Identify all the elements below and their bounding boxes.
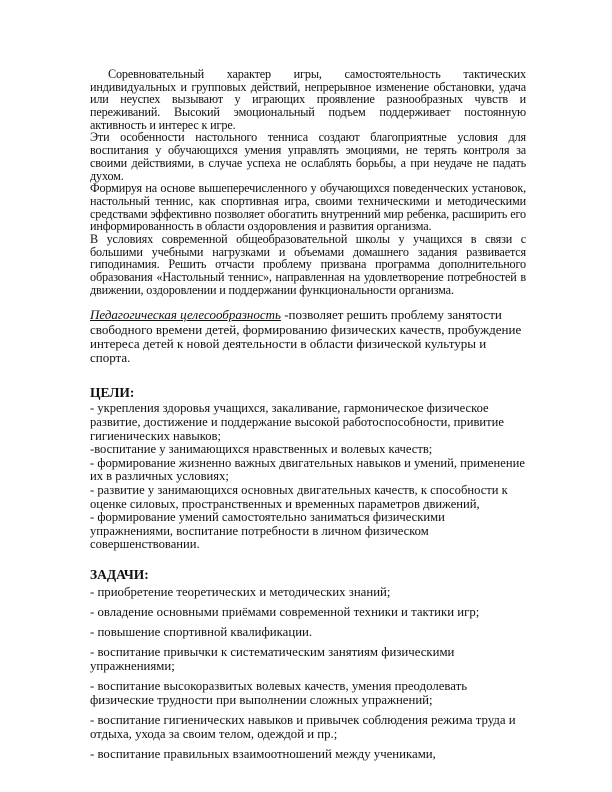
intro-paragraph: В условиях современной общеобразовательной школы у учащихся в связи с большими учебными нагрузками и объемами домашнего задания развивается гиподинамия. Решить отчасти проблему призвана программа дополнительного образования «Настольный теннис», направленная на удовлетворение потребностей в движении, оздоровлении и поддержании функциональности организма. xyxy=(90,231,526,297)
goal-item: - формирование жизненно важных двигательных навыков и умений, применение их в различных условиях; xyxy=(90,455,525,484)
goals-list xyxy=(90,402,526,552)
task-item: - овладение основными приёмами современной техники и тактики игр; xyxy=(90,604,480,619)
task-item: - приобретение теоретических и методических знаний; xyxy=(90,584,391,599)
tasks-heading: ЗАДАЧИ: xyxy=(90,566,149,582)
intro-paragraph: Соревновательный характер игры, самостоятельность тактических индивидуальных и групповых действий, непрерывное изменение обстановки, удача или неуспех вызывают у играющих проявление разнообразных чувств и переживаний. Высокий эмоциональный подъем поддерживает постоянную активность и интерес к игре. xyxy=(90,67,526,132)
pedagogical-lead: Педагогическая целесообразность xyxy=(90,307,281,323)
document-page xyxy=(90,68,526,767)
intro-paragraph: Формируя на основе вышеперечисленного у обучающихся поведенческих установок, настольный теннис, как спортивная игра, своими техническими и методическими средствами эффективно позволяет обогатить внутренний мир ребенка, расширить его информированность в области оздоровления и развития организма. xyxy=(90,181,526,234)
goal-item: - укрепления здоровья учащихся, закаливание, гармоническое физическое развитие, достижение и поддержание высокой работоспособности, привитие гигиенических навыков; xyxy=(90,401,504,443)
tasks-list xyxy=(90,585,526,762)
intro-paragraph: Эти особенности настольного тенниса создают благоприятные условия для воспитания у обучающихся умения управлять эмоциями, не терять контроля за своими действиями, в случае успеха не ослаблять борьбы, а при неудаче не падать духом. xyxy=(90,130,526,183)
goal-item: - формирование умений самостоятельно заниматься физическими упражнениями, воспитание потребности в личном физическом совершенствовании. xyxy=(90,510,445,552)
goal-item: - развитие у занимающихся основных двигательных качеств, к способности к оценке силовых, пространственных и временных параметров движений, xyxy=(90,482,508,511)
pedagogical-text: -позволяет решить проблему занятости свободного времени детей, формированию физических качеств, пробуждение интереса детей к новой деятельности в области физической культуры и спорта. xyxy=(90,307,522,366)
task-item: - повышение спортивной квалификации. xyxy=(90,624,313,639)
task-item: - воспитание гигиенических навыков и привычек соблюдения режима труда и отдыха, ухода за своим телом, одеждой и пр.; xyxy=(90,713,516,742)
task-item: - воспитание правильных взаимоотношений между учениками, xyxy=(90,747,436,762)
intro-section xyxy=(90,68,526,296)
pedagogical-paragraph xyxy=(90,308,526,365)
task-item: - воспитание привычки к систематическим занятиям физическими упражнениями; xyxy=(90,644,455,674)
goal-item: -воспитание у занимающихся нравственных и волевых качеств; xyxy=(90,442,433,457)
task-item: - воспитание высокоразвитых волевых качеств, умения преодолевать физические трудности при выполнении сложных упражнений; xyxy=(90,679,468,708)
goals-heading: ЦЕЛИ: xyxy=(90,384,135,400)
